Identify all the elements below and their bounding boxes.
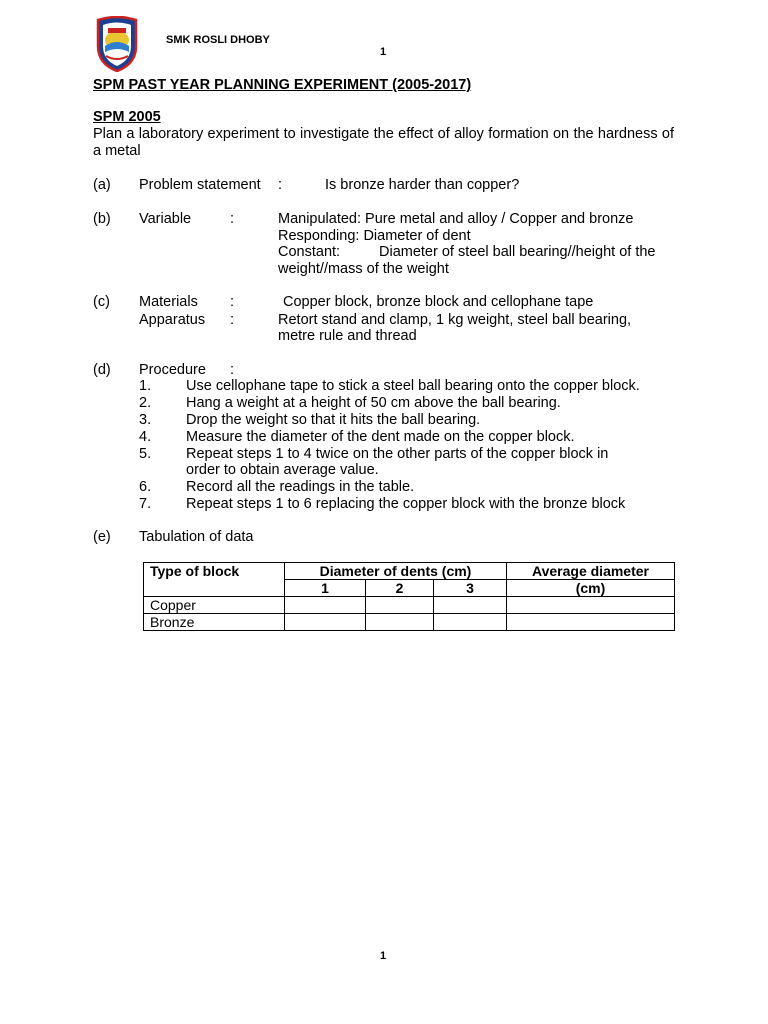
page-number-bottom: 1 [380,950,387,962]
step-text: Drop the weight so that it hits the ball bearing. [186,412,481,428]
document-title: SPM PAST YEAR PLANNING EXPERIMENT (2005-2017) [93,77,472,93]
item-label-d: (d) [93,362,111,378]
constant-variable: Diameter of steel ball bearing//height of the [379,244,656,260]
table-cell [434,597,507,614]
responding-variable: Responding: Diameter of dent [278,228,471,244]
item-label-c: (c) [93,294,110,310]
constant-key: Constant: [278,244,341,260]
step-number: 5. [139,446,152,462]
header-trial-1: 1 [285,580,366,597]
step-number: 4. [139,429,152,445]
manipulated-variable: Manipulated: Pure metal and alloy / Copper and bronze [278,211,634,227]
table-cell [285,614,366,631]
apparatus-colon: : [230,312,235,328]
item-label-b: (b) [93,211,111,227]
step-text: Repeat steps 1 to 4 twice on the other parts of the copper block in [186,446,609,462]
tabulation-label: Tabulation of data [139,529,254,545]
table-cell [366,597,434,614]
section-heading: SPM 2005 [93,109,161,125]
row-label-copper: Copper [144,597,285,614]
header-type-of-block: Type of block [144,563,285,597]
data-table [143,562,675,631]
table-row [144,614,675,631]
step-number: 6. [139,479,152,495]
step-text-cont: order to obtain average value. [186,462,379,478]
step-number: 3. [139,412,152,428]
step-number: 7. [139,496,152,512]
table-row [144,597,675,614]
page-number-top: 1 [380,46,387,58]
procedure-colon: : [230,362,235,378]
step-text: Record all the readings in the table. [186,479,415,495]
step-text: Repeat steps 1 to 6 replacing the copper block with the bronze block [186,496,626,512]
apparatus-text-cont: metre rule and thread [278,328,417,344]
materials-colon: : [230,294,235,310]
header-trial-3: 3 [434,580,507,597]
header-diameter-of-dents: Diameter of dents (cm) [285,563,507,580]
table-cell [285,597,366,614]
item-label-e: (e) [93,529,111,545]
aim-text: Plan a laboratory experiment to investigate the effect of alloy formation on the hardness of a metal [93,126,674,159]
header-average-unit: (cm) [507,580,675,597]
step-number: 1. [139,378,152,394]
step-text: Hang a weight at a height of 50 cm above the ball bearing. [186,395,561,411]
materials-text: Copper block, bronze block and cellophane tape [283,294,594,310]
materials-label: Materials [139,294,198,310]
step-text: Measure the diameter of the dent made on the copper block. [186,429,575,445]
constant-variable-cont: weight//mass of the weight [278,261,449,277]
step-text: Use cellophane tape to stick a steel ball bearing onto the copper block. [186,378,640,394]
school-crest-logo [92,16,142,72]
table-cell [507,597,675,614]
table-cell [434,614,507,631]
row-label-bronze: Bronze [144,614,285,631]
variable-colon: : [230,211,235,227]
item-label-a: (a) [93,177,111,193]
problem-statement-colon: : [278,177,283,193]
apparatus-label: Apparatus [139,312,206,328]
table-cell [507,614,675,631]
variable-label: Variable [139,211,192,227]
table-cell [366,614,434,631]
header-average-diameter: Average diameter [507,563,675,580]
apparatus-text: Retort stand and clamp, 1 kg weight, steel ball bearing, [278,312,632,328]
header-trial-2: 2 [366,580,434,597]
procedure-label: Procedure [139,362,206,378]
step-number: 2. [139,395,152,411]
problem-statement-text: Is bronze harder than copper? [325,177,520,193]
problem-statement-label: Problem statement [139,177,261,193]
school-name: SMK ROSLI DHOBY [166,34,270,46]
